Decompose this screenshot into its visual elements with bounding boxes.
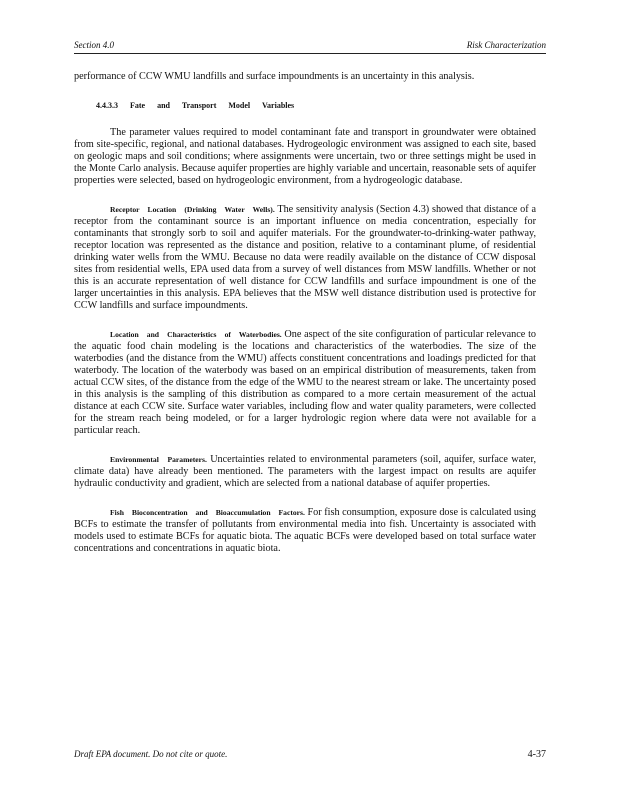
paragraph-text-environmental-parameters: Uncertainties related to environmental parameters (soil, aquifer, surface water, climate data) have already been mentioned. The parameters with the largest impact on results are aquifer hydraulic conductivity and gradient, which are selected from a national database of aquifer properties. [74, 454, 536, 489]
subsection-heading: 4.4.3.3 Fate and Transport Model Variables [96, 101, 295, 110]
body-text [74, 71, 536, 572]
paragraph-waterbodies [74, 329, 536, 437]
header-section: Section 4.0 [74, 40, 114, 50]
running-header [74, 40, 546, 54]
runin-heading-waterbodies: Location and Characteristics of Waterbodies. [110, 330, 282, 339]
runin-heading-environmental-parameters: Environmental Parameters. [110, 455, 207, 464]
paragraph-text-waterbodies: One aspect of the site configuration of particular relevance to the aquatic food chain modeling is the locations and characteristics of the waterbodies. The size of the waterbodies (and the distance from the WMU) affects constituent concentrations and loadings predicted for that waterbody. The location of the waterbody was based on an empirical distribution of measurements, taken from actual CCW sites, of the distance from the edge of the WMU to the nearest stream or lake. The uncertainty posed in this analysis is the sampling of this distribution as compared to a more certain measurement of the actual distance at each CCW site. Surface water variables, including flow and water quality parameters, were collected for the stream reach being modeled, or for a larger hydrologic region where data were not available for a particular reach. [74, 329, 536, 436]
paragraph-receptor-location [74, 204, 536, 312]
paragraph-environmental-parameters [74, 454, 536, 490]
paragraph-fate-transport: The parameter values required to model contaminant fate and transport in groundwater were obtained from site-specific, regional, and national databases. Hydrogeologic environment was assigned to each site, based on geologic maps and soil conditions; where assignments were uncertain, two or three settings might be used in the Monte Carlo analysis. Because aquifer properties are highly variable and uncertain, reasonable sets of aquifer properties were selected, based on hydrogeologic environment, from a hydrogeologic database. [74, 127, 536, 186]
paragraph-text-receptor-location: The sensitivity analysis (Section 4.3) showed that distance of a receptor from the contaminant source is an important influence on media concentration, especially for contaminants that strongly sorb to soil and aquifer materials. For the groundwater-to-drinking-water pathway, receptor location was represented as the distance and position, relative to a contaminant plume, of residential drinking water wells from the WMU. Because no data were readily available on the distance of CCW disposal sites from residential wells, EPA used data from a survey of well distances from MSW landfills. Whether or not this is an accurate representation of well distance for CCW landfills and surface impoundment is one of the larger uncertainties in this analysis. EPA believes that the MSW well distance distribution used is protective for CCW landfills and surface impoundments. [74, 204, 536, 311]
header-chapter-title: Risk Characterization [466, 40, 546, 50]
paragraph-fish-factors [74, 507, 536, 555]
runin-heading-receptor-location: Receptor Location (Drinking Water Wells). [110, 205, 275, 214]
page-number: 4-37 [527, 749, 546, 760]
running-footer [74, 749, 546, 760]
carryover-paragraph: performance of CCW WMU landfills and surface impoundments is an uncertainty in this analysis. [74, 71, 475, 82]
footer-draft-notice: Draft EPA document. Do not cite or quote. [74, 749, 228, 759]
runin-heading-fish-factors: Fish Bioconcentration and Bioaccumulation Factors. [110, 508, 305, 517]
paragraph-text-fish-factors: For fish consumption, exposure dose is calculated using BCFs to estimate the transfer of pollutants from environmental media into fish. Uncertainty is associated with models used to estimate BCFs for aquatic biota. The aquatic BCFs were developed based on total surface water concentrations and concentrations in aquatic biota. [74, 507, 536, 554]
